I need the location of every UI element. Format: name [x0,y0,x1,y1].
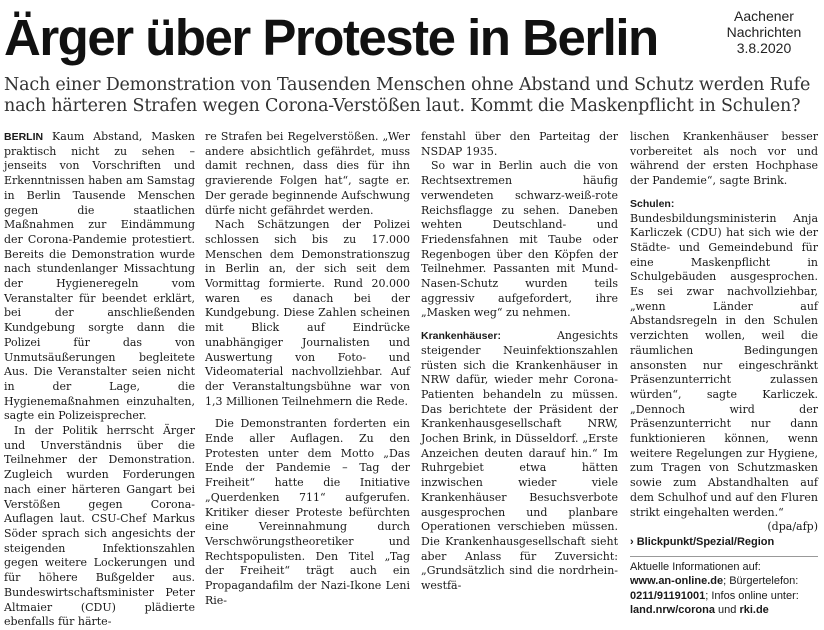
paragraph: lischen Krankenhäuser besser vorbereitet als noch vor und während der ersten Hochphase der Pandemie“, sagte Brink. [630,130,818,188]
info-box [630,556,818,618]
article-column-1 [4,130,195,629]
section-kicker: Schulen: [630,197,675,210]
source-box [710,8,818,56]
info-title: Aktuelle Informationen auf: [630,560,761,573]
paragraph: In der Politik herrscht Ärger und Unverständnis über die Teilnehmer der Demonstration. Zugleich wurden Forderungen nach einer härteren Gangart bei Verstößen gegen Corona-Auflagen laut. CSU-Chef Markus Söder sprach sich angesichts der steigenden Infektionszahlen gegen weitere Lockerungen und für höhere Bußgelder aus. Bundeswirtschaftsminister Peter Altmaier (CDU) plädierte ebenfalls für härte- [4,424,195,629]
publication-date: 3.8.2020 [736,40,792,56]
website-link[interactable]: www.an-online.de [630,575,724,588]
paragraph: Die Demonstranten forderten ein Ende aller Auflagen. Zu den Protesten unter dem Motto „Das Ende der Pandemie – Tag der Freiheit“ hatte die Initiative „Querdenken 711“ aufgerufen. Kritiker dieser Proteste befürchten eine Vereinnahmung durch Verschwörungstheoretiker und Rechtspopulisten. Den Titel „Tag der Freiheit“ trägt auch ein Propagandafilm der Nazi-Ikone Leni Rie- [205,417,410,607]
info-body: www.an-online.de; Bürgertelefon: 0211/91191001; Infos online unter: land.nrw/corona und rki.de [630,575,799,617]
section-kicker: Krankenhäuser: [421,330,501,343]
nrw-link[interactable]: land.nrw/corona [630,604,715,617]
paragraph-text: Bundesbildungsministerin Anja Karliczek (CDU) hat sich wie der Städte- und Gemeindebund für eine Maskenpflicht in Schulgebäuden ausgesprochen. Es sei zwar nachvollziehbar, „wenn Länder auf Abstandsregeln in den Schulen verzichten wollen, weil die räumlichen Bedingungen ansonsten nur eingeschränkt Präsenzunterricht zulassen würden“, sagte Karliczek. „Dennoch wird der Präsenzunterricht nur dann funktionieren können, wenn weitere Regelungen zur Hygiene, zum Tragen von Schutzmasken sowie zum Abstandhalten auf dem Schulhof und auf den Fluren strikt eingehalten werden.“ [630,211,818,519]
paragraph [421,329,618,594]
paragraph-text: Angesichts steigender Neuinfektionszahlen rüsten sich die Krankenhäuser in NRW dafür, wieder mehr Corona-Patienten behandeln zu müssen. Das berichtete der Präsident der Krankenhausgesellschaft NRW, Jochen Brink, in Düsseldorf. „Erste Anzeichen deuten darauf hin.“ Im Ruhrgebiet etwa hätten inzwischen wieder viele Krankenhäuser Besuchsverbote ausgesprochen und planbare Operationen verschieben müssen. Die Krankenhausgesellschaft sieht aber Anlass für Zuversicht: „Grundsätzlich sind die nordrhein-westfä- [421,329,618,593]
article-column-3 [421,130,618,593]
lead-paragraph: Nach einer Demonstration von Tausenden Menschen ohne Abstand und Schutz werden Rufe nach härteren Strafen wegen Corona-Verstößen laut. Kommt die Maskenpflicht in Schulen? [4,75,811,116]
paper-name-line1: Aachener [734,8,794,24]
paragraph: So war in Berlin auch die von Rechtsextremen häufig verwendeten schwarz-weiß-rote Reichsflagge zu sehen. Daneben wehten Deutschland- und Friedensfahnen mit Taube oder Regenbogen über den Köpfen der Teilnehmer. Passanten mit Mund-Nasen-Schutz wurden teils aggressiv aufgefordert, ihre „Masken weg“ zu nehmen. [421,159,618,320]
dateline: BERLIN [4,131,44,143]
article-column-4 [630,130,818,617]
paper-name-line2: Nachrichten [726,24,802,40]
hotline-number: 0211/91191001 [630,589,706,602]
rki-link[interactable]: rki.de [739,604,769,617]
paragraph: fenstahl über den Parteitag der NSDAP 1935. [421,130,618,158]
paragraph-text: Kaum Abstand, Masken praktisch nicht zu sehen – jenseits von Vorschriften und Erkenntnissen haben am Samstag in Berlin Tausende Menschen gegen die staatlichen Maßnahmen zur Eindämmung der Corona-Pandemie protestiert. Bereits die Demonstration wurde nach stundenlanger Missachtung der Hygieneregeln vom Veranstalter für beendet erklärt, bei der anschließenden Kundgebung sorgte dann die Polizei für das von Unmutsäußerungen begleitete Aus. Die Veranstalter seien nicht in der Lage, die Hygienemaßnahmen einzuhalten, sagte ein Polizeisprecher. [4,130,195,423]
cross-reference: › Blickpunkt/Spezial/Region [630,535,775,548]
agency-credit: (dpa/afp) [767,520,818,534]
paragraph [4,130,195,424]
paragraph: Nach Schätzungen der Polizei schlossen sich bis zu 17.000 Menschen dem Demonstrationszug in Berlin an, der sich seit dem Vormittag formierte. Rund 20.000 waren es danach bei der Kundgebung. Diese Zahlen scheinen mit Blick auf Eindrücke unabhängiger Journalisten und Auswertung von Foto- und Videomaterial nachvollziehbar. Auf der Veranstaltungsbühne war von 1,3 Millionen Teilnehmern die Rede. [205,218,410,408]
paragraph: re Strafen bei Regelverstößen. „Wer andere absichtlich gefährdet, muss damit rechnen, dass dies für ihn gravierende Folgen hat“, sagte er. Der gerade beginnende Aufschwung dürfe nicht gefährdet werden. [205,130,410,217]
article-column-2 [205,130,410,607]
headline: Ärger über Proteste in Berlin [4,9,658,66]
paragraph [630,197,818,520]
